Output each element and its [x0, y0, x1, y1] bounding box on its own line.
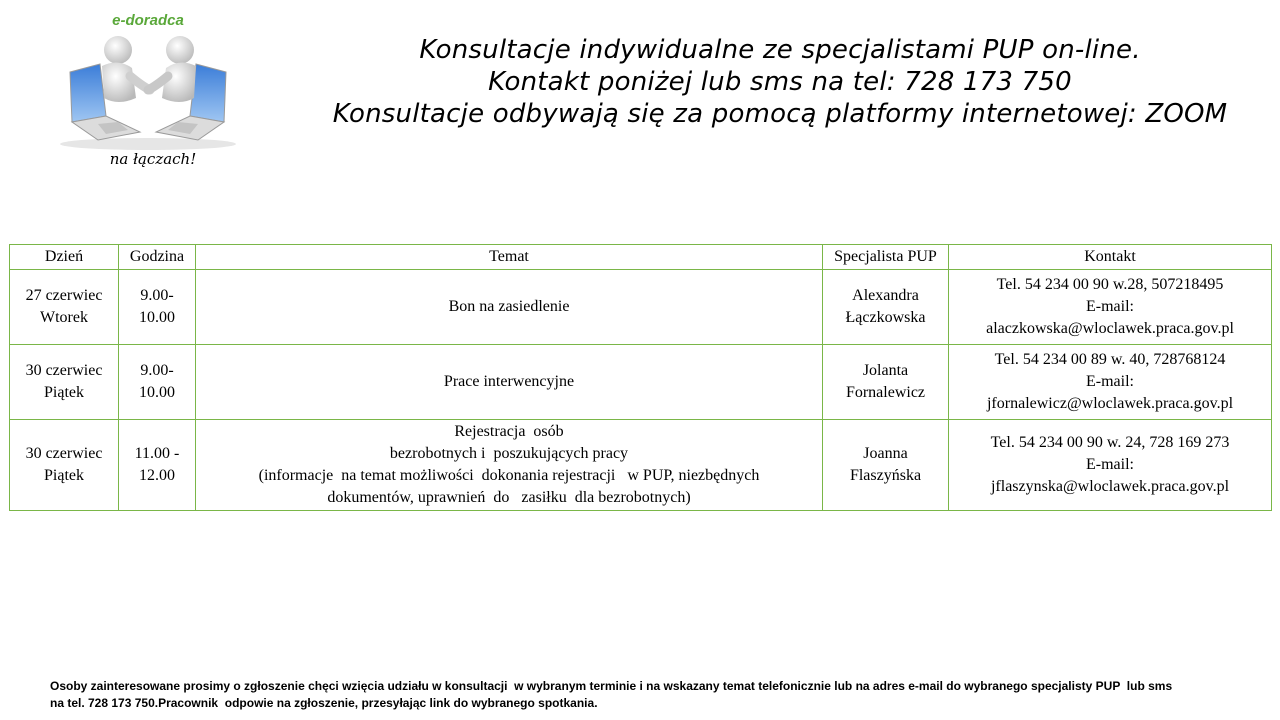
weekday: Piątek [44, 384, 84, 401]
contact-cell [949, 270, 1272, 345]
weekday: Piątek [44, 467, 84, 484]
topic-line: bezrobotnych i poszukujących pracy [389, 445, 629, 462]
heading-line-1: Konsultacje indywidualne ze specjalistami PUP on-line. [419, 35, 1141, 65]
topic-line: (informacje na temat możliwości dokonania rejestracji w PUP, niezbędnych [258, 467, 760, 484]
email-label: E-mail: [1086, 373, 1134, 390]
day-cell [10, 270, 119, 345]
table-row [10, 270, 1272, 345]
time-start: 9.00- [140, 362, 174, 379]
contact-email[interactable]: jfornalewicz@wloclawek.praca.gov.pl [986, 395, 1234, 412]
specialist-last-name: Flaszyńska [849, 467, 922, 484]
day-cell [10, 420, 119, 511]
header-topic: Temat [196, 245, 823, 270]
contact-cell [949, 420, 1272, 511]
contact-email[interactable]: alaczkowska@wloclawek.praca.gov.pl [986, 320, 1234, 337]
heading-line-2: Kontakt poniżej lub sms na tel: 728 173 750 [488, 67, 1072, 97]
logo-tagline: na łączach! [109, 150, 197, 168]
day-cell [10, 345, 119, 420]
header-hour: Godzina [119, 245, 196, 270]
contact-phone: Tel. 54 234 00 90 w. 24, 728 169 273 [990, 434, 1230, 451]
email-label: E-mail: [1086, 298, 1134, 315]
topic-cell: Bon na zasiedlenie [196, 270, 823, 345]
contact-email[interactable]: jflaszynska@wloclawek.praca.gov.pl [990, 478, 1230, 495]
weekday: Wtorek [40, 309, 88, 326]
contact-phone: Tel. 54 234 00 90 w.28, 507218495 [996, 276, 1224, 293]
header-specialist: Specjalista PUP [823, 245, 949, 270]
table-row [10, 420, 1272, 511]
specialist-cell [823, 270, 949, 345]
logo-brand-text: e-doradca [112, 12, 184, 29]
topic-cell [196, 420, 823, 511]
handshake-laptops-icon [58, 32, 238, 150]
specialist-first-name: Jolanta [862, 362, 909, 379]
date: 30 czerwiec [25, 445, 103, 462]
contact-cell [949, 345, 1272, 420]
time-end: 10.00 [139, 384, 175, 401]
footer-line-1: Osoby zainteresowane prosimy o zgłoszenie chęci wzięcia udziału w konsultacji w wybranym terminie i na wskazany temat telefonicznie lub na adres e-mail do wybranego specjalisty PUP lub sms [50, 679, 1173, 693]
header-contact: Kontakt [949, 245, 1272, 270]
footer-note [50, 678, 1260, 712]
hour-cell [119, 345, 196, 420]
hour-cell [119, 270, 196, 345]
specialist-cell [823, 420, 949, 511]
topic-line: dokumentów, uprawnień do zasiłku dla bezrobotnych) [327, 489, 691, 506]
table-header-row [10, 245, 1272, 270]
specialist-last-name: Fornalewicz [845, 384, 926, 401]
time-end: 10.00 [139, 309, 175, 326]
specialist-last-name: Łączkowska [845, 309, 926, 326]
e-doradca-logo [58, 10, 238, 175]
time-start: 11.00 - [134, 445, 180, 462]
footer-line-2: na tel. 728 173 750.Pracownik odpowie na zgłoszenie, przesyłając link do wybranego spotkania. [50, 696, 598, 710]
specialist-cell [823, 345, 949, 420]
topic-line: Rejestracja osób [454, 423, 564, 440]
specialist-first-name: Alexandra [852, 287, 919, 304]
heading-line-3: Konsultacje odbywają się za pomocą platformy internetowej: ZOOM [332, 99, 1228, 129]
email-label: E-mail: [1086, 456, 1134, 473]
hour-cell [119, 420, 196, 511]
consultation-schedule-table [9, 244, 1272, 511]
table-row [10, 345, 1272, 420]
contact-phone: Tel. 54 234 00 89 w. 40, 728768124 [994, 351, 1226, 368]
date: 30 czerwiec [25, 362, 103, 379]
specialist-first-name: Joanna [863, 445, 908, 462]
time-start: 9.00- [140, 287, 174, 304]
date: 27 czerwiec [25, 287, 103, 304]
header-day: Dzień [10, 245, 119, 270]
topic-cell: Prace interwencyjne [196, 345, 823, 420]
time-end: 12.00 [139, 467, 175, 484]
page-heading [280, 34, 1280, 130]
